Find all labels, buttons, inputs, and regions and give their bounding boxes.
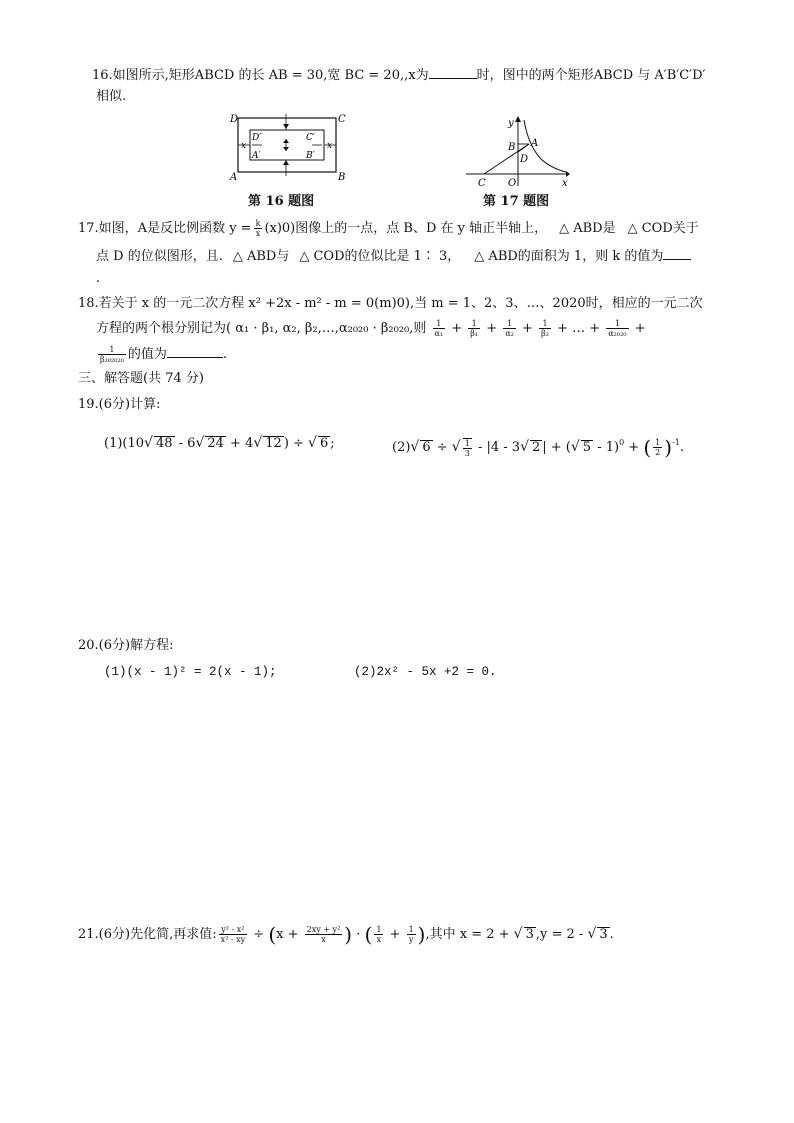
q18-text-a: 方程的两个根分别记为( (96, 321, 232, 336)
fig17-label-x: x (562, 178, 568, 189)
q20-title: 20.(6分)解方程: (78, 638, 174, 653)
q17-fraction: $\frac{k}{x}$ (255, 219, 261, 238)
fig16-label-Dp: D′ (252, 133, 262, 143)
q17-text-e: 点 D 的位似图形，且. (96, 249, 223, 264)
section-3-title: 三、解答题(共 74 分) (78, 371, 204, 386)
q18-text-c: 的值为 (127, 347, 167, 362)
figure-16 (228, 112, 348, 182)
q17-text-b: (x)0)图像上的一点，点 B、D 在 y 轴正半轴上， (264, 221, 548, 236)
q16-answer-blank[interactable] (429, 64, 477, 79)
q18-frac-3: $\frac{1}{\text{α₂}}$ (505, 319, 514, 338)
q17-text-d: △ COD关于 (627, 221, 699, 236)
q17-text-a: 17.如图，A是反比例函数 y = (78, 221, 252, 236)
fig17-label-O: O (508, 178, 517, 189)
fig16-label-Bp: B′ (306, 151, 315, 161)
q19-part1: (1)(10√ 48 - 6√ 24 + 4√ 12 ) ÷ √ 6 ; (104, 435, 335, 451)
q16-line2: 相似. (96, 89, 127, 104)
fig17-caption: 第 17 题图 (483, 194, 550, 209)
q19-part2: (2)√ 6 ÷ √ $\frac{1}{3}$ - |4 - 3√ 2 | + (√ 5 - 1)$^0$ + ( $\frac{1}{2}$ )$^{-1}$. (392, 435, 684, 460)
q20-part1: (1)(x - 1)² = 2(x - 1); (104, 665, 277, 679)
q17-answer-blank[interactable] (663, 245, 691, 260)
q18-frac-4: $\frac{1}{\text{β₂}}$ (541, 319, 549, 338)
q18-dots: + … + (557, 321, 601, 336)
fig16-caption: 第 16 题图 (248, 194, 315, 209)
q18-line1: 18.若关于 x 的一元二次方程 x² +2x - m² - m = 0(m)0),当 m = 1、2、3、…、2020时，相应的一元二次 (78, 296, 703, 311)
fig16-label-B: B (338, 172, 346, 182)
q18-text-b: α₁ · β₁, α₂, β₂,…,α₂₀₂₀ · β₂₀₂₀,则 (235, 321, 427, 336)
q17-text-g: △ COD的位似比是 1∶ 3， (299, 249, 461, 264)
q17-text-c: △ ABD是 (559, 221, 616, 236)
q19-title: 19.(6分)计算: (78, 397, 161, 412)
q17-text-f: △ ABD与 (232, 249, 290, 264)
q20-part2: (2)2x² - 5x +2 = 0. (354, 665, 497, 679)
q17-text-h: △ ABD的面积为 1，则 k 的值为 (474, 249, 664, 264)
figure-17 (466, 114, 570, 190)
q17-line3: . (96, 271, 101, 286)
q18-line2: 方程的两个根分别记为( α₁ · β₁, α₂, β₂,…,α₂₀₂₀ · β₂₀₂₀,则 $\frac{1}{\text{α₁}}$ + $\frac{1}{\text{β₁}}$ + $\frac{1}{\text{α₂}}$ + $\frac{1}{\text{β₂}}$ + … + $\frac{1}{\text{α₂₀₂₀}}$ + (96, 319, 646, 338)
fig17-label-B: B (508, 142, 516, 153)
q18-frac-last: $\frac{1}{\text{β₂₀₂₀₂₀}}$ (100, 345, 124, 364)
fig16-label-x-left: x (241, 141, 247, 151)
q18-frac-1: $\frac{1}{\text{α₁}}$ (434, 319, 444, 338)
fig16-label-x-right: x (327, 141, 333, 151)
fig17-label-D: D (520, 154, 529, 165)
q18-answer-blank[interactable] (167, 343, 223, 358)
fig17-label-y: y (508, 118, 514, 129)
q17-line1 (78, 219, 699, 239)
q18-line3 (96, 343, 227, 365)
q18-frac-5: $\frac{1}{\text{α₂₀₂₀}}$ (608, 319, 627, 338)
fig16-label-C: C (338, 114, 346, 125)
q16-text-a: 16.如图所示,矩形ABCD 的长 AB = 30,宽 BC = 20,,x为 (92, 68, 429, 83)
fig16-label-Ap: A′ (252, 151, 261, 161)
q16-text-b: 时，图中的两个矩形ABCD 与 A′B′C′D′ (476, 68, 706, 83)
q18-frac-2: $\frac{1}{\text{β₁}}$ (470, 319, 479, 338)
fig17-label-A: A (531, 138, 539, 149)
q16-line1 (92, 64, 706, 86)
fig17-label-C: C (478, 178, 486, 189)
fig16-label-Cp: C′ (306, 133, 315, 143)
fig16-label-A: A (230, 172, 238, 182)
q21-line: 21.(6分)先化简,再求值: $\frac{\text{y² - x²}}{\text{x² - xy}}$ ÷ (x + $\frac{\text{2xy + y²}}{x}$ ) · ( $\frac{1}{x}$ + $\frac{1}{y}$ ),其中 x = 2 + √ 3 ,y = 2 - √ 3 . (78, 922, 614, 947)
q18-text-d: . (222, 347, 228, 362)
q17-line2 (96, 245, 691, 267)
fig16-label-D: D (230, 114, 239, 125)
